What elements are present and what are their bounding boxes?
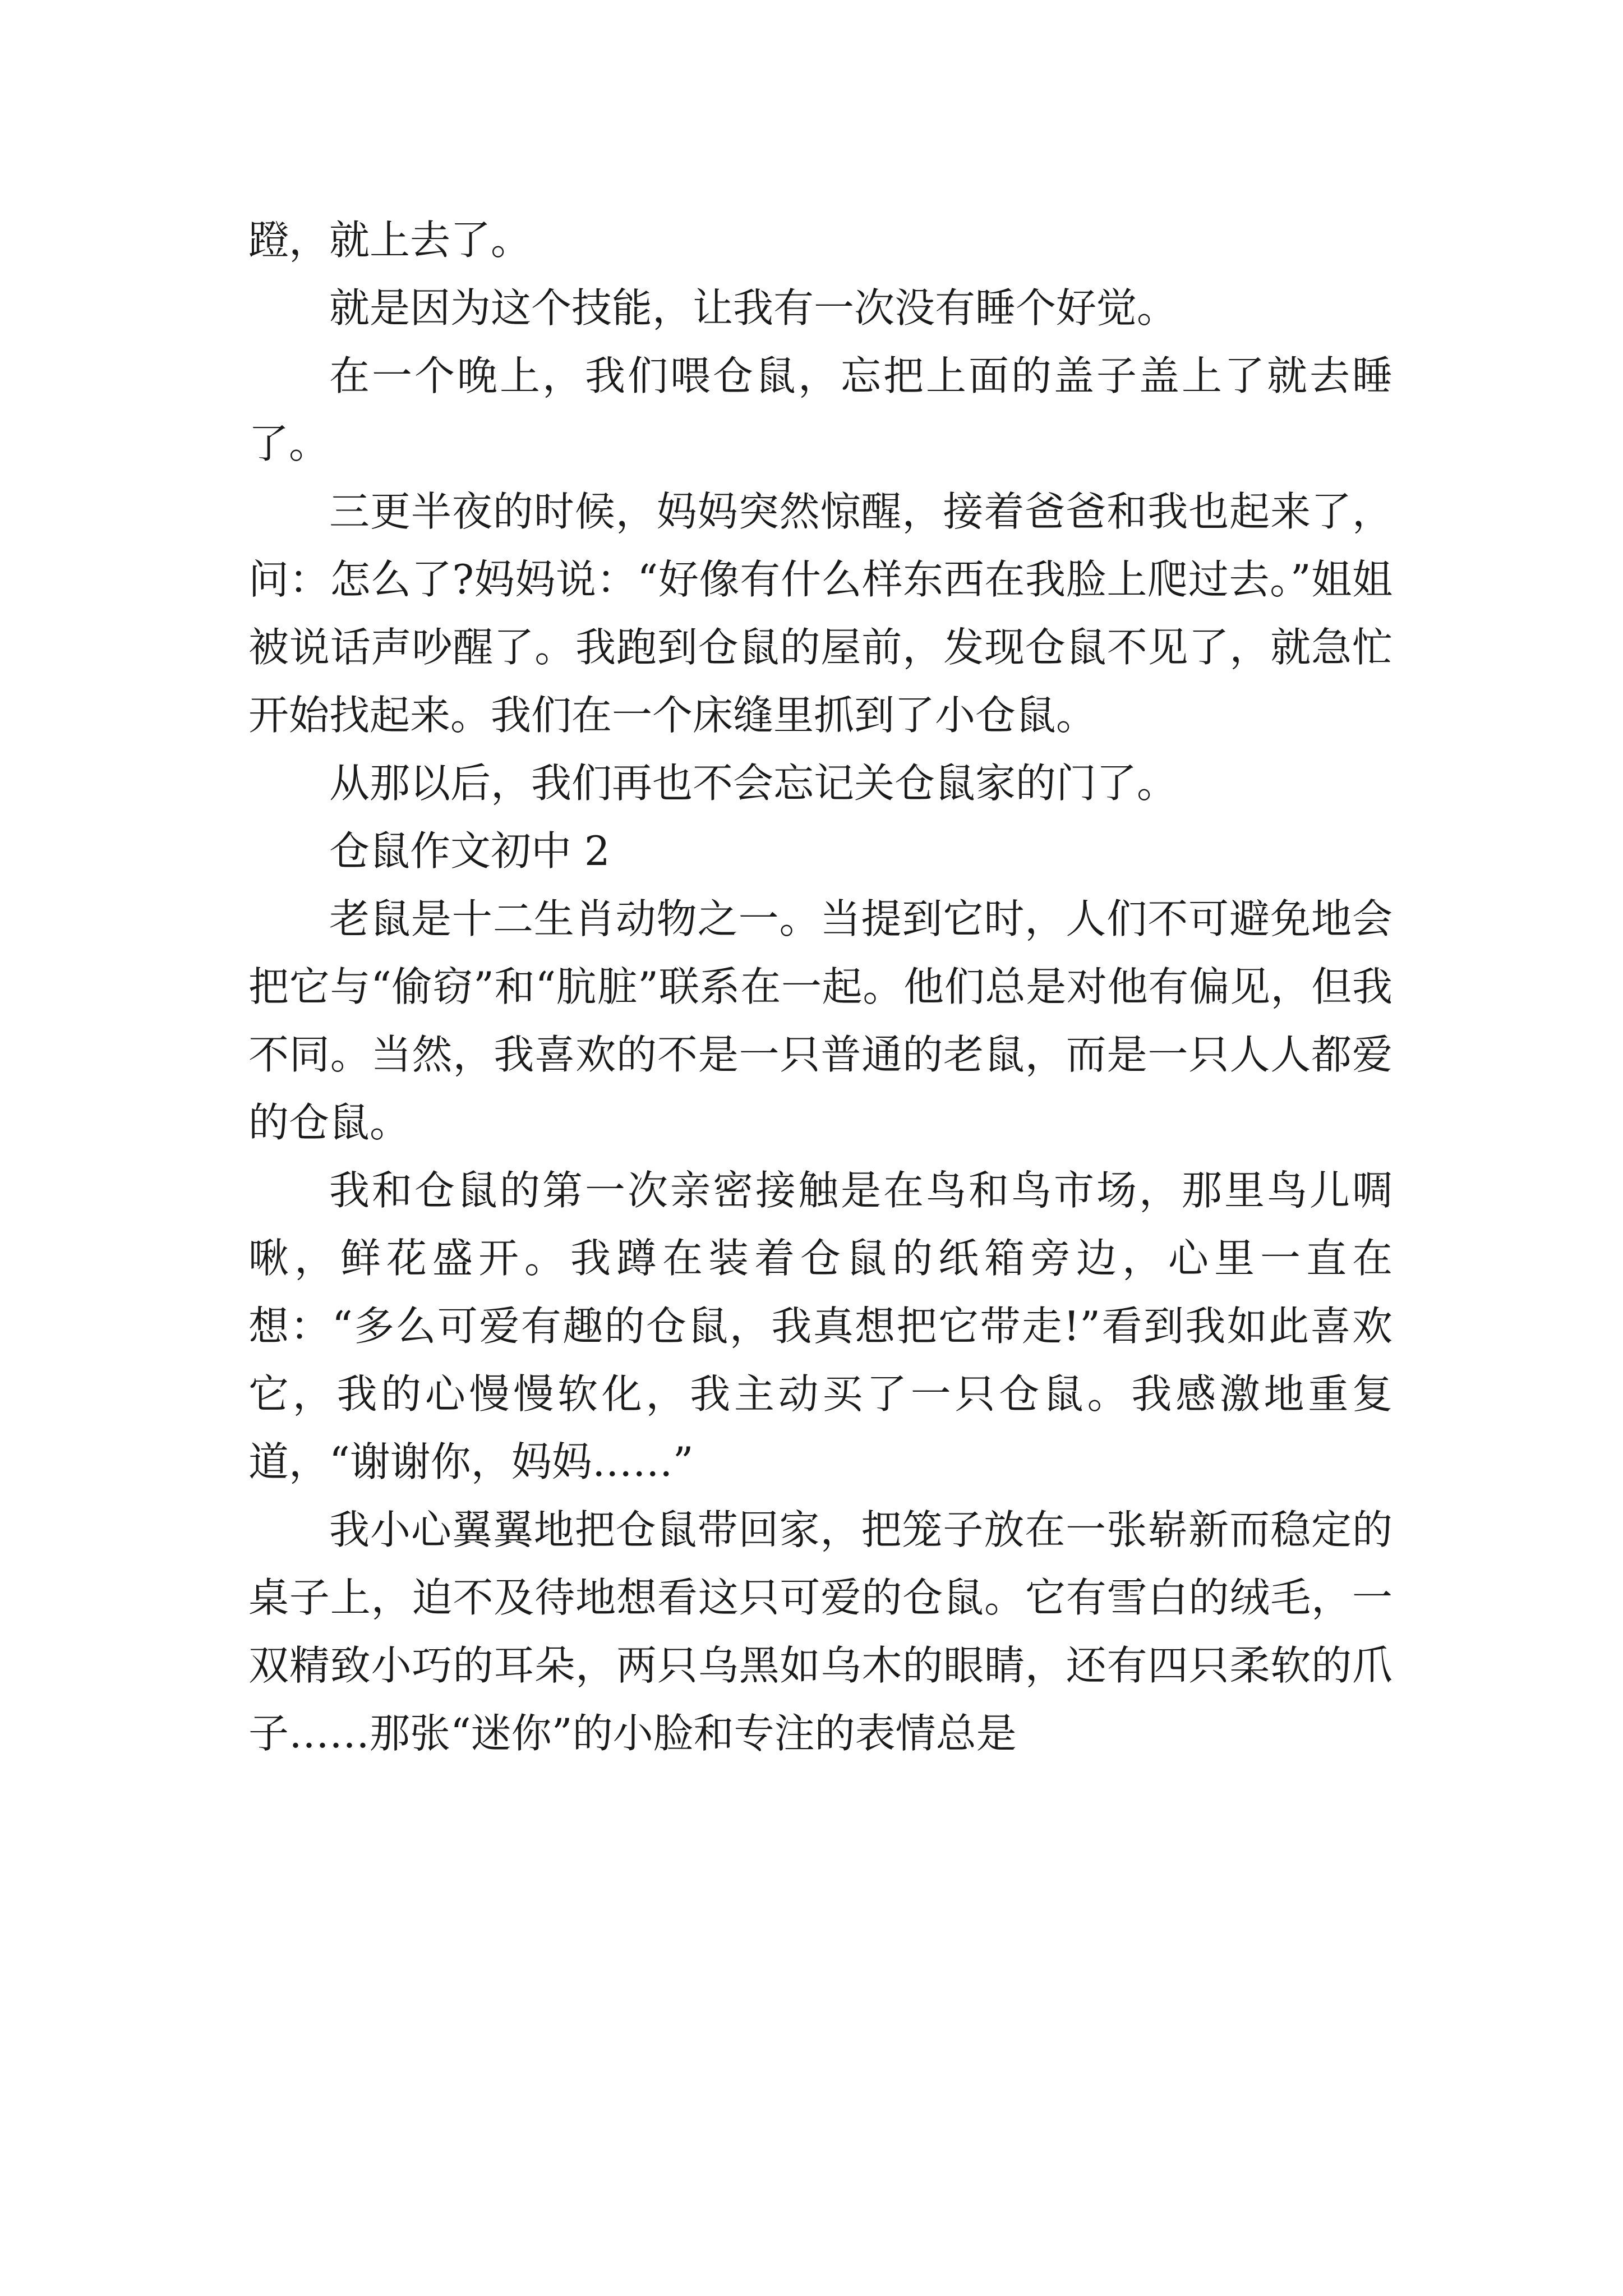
paragraph-1: 蹬，就上去了。 bbox=[248, 217, 532, 264]
paragraph-6: 老鼠是十二生肖动物之一。当提到它时，人们不可避免地会把它与“偷窃”和“肮脏”联系在一起。他们总是对他有偏见，但我不同。当然，我喜欢的不是一只普通的老鼠，而是一只人人都爱的仓鼠。 bbox=[248, 895, 1393, 1146]
document-body bbox=[248, 206, 1393, 1768]
paragraph-3: 在一个晚上，我们喂仓鼠，忘把上面的盖子盖上了就去睡了。 bbox=[248, 352, 1393, 467]
paragraph-5: 从那以后，我们再也不会忘记关仓鼠家的门了。 bbox=[329, 760, 1178, 807]
paragraph-2: 就是因为这个技能，让我有一次没有睡个好觉。 bbox=[329, 284, 1178, 332]
paragraph-7: 我和仓鼠的第一次亲密接触是在鸟和鸟市场，那里鸟儿啁啾，鲜花盛开。我蹲在装着仓鼠的纸箱旁边，心里一直在想：“多么可爱有趣的仓鼠，我真想把它带走!”看到我如此喜欢它，我的心慢慢软化，我主动买了一只仓鼠。我感激地重复道，“谢谢你，妈妈……” bbox=[248, 1167, 1393, 1485]
paragraph-4: 三更半夜的时候，妈妈突然惊醒，接着爸爸和我也起来了，问：怎么了?妈妈说：“好像有什么样东西在我脸上爬过去。”姐姐被说话声吵醒了。我跑到仓鼠的屋前，发现仓鼠不见了，就急忙开始找起来。我们在一个床缝里抓到了小仓鼠。 bbox=[248, 488, 1393, 739]
paragraph-8: 我小心翼翼地把仓鼠带回家，把笼子放在一张崭新而稳定的桌子上，迫不及待地想看这只可爱的仓鼠。它有雪白的绒毛，一双精致小巧的耳朵，两只乌黑如乌木的眼睛，还有四只柔软的爪子……那张“迷你”的小脸和专注的表情总是 bbox=[248, 1506, 1393, 1757]
section-heading: 仓鼠作文初中 2 bbox=[329, 827, 610, 875]
